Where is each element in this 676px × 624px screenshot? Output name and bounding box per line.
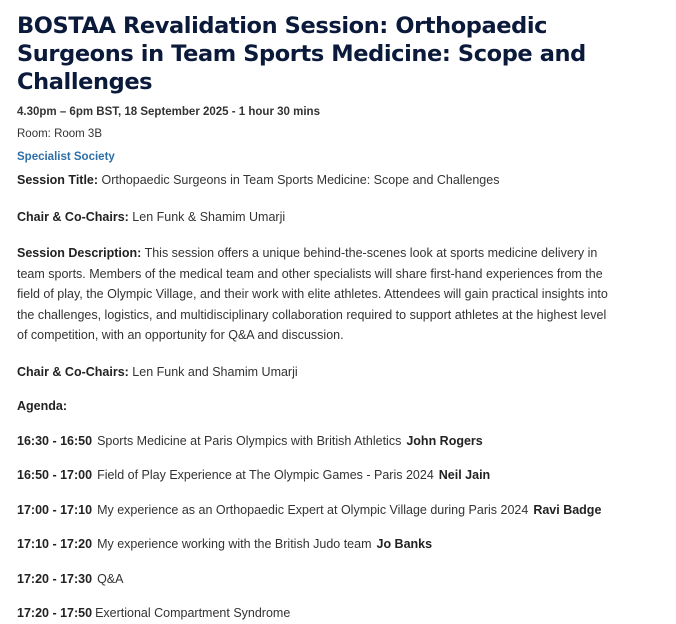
agenda-time: 17:20 - 17:50 xyxy=(17,606,93,620)
session-title-value: Orthopaedic Surgeons in Team Sports Medicine: Scope and Challenges xyxy=(98,173,500,187)
description-text: This session offers a unique behind-the-scenes look at sports medicine delivery in team sports. Members of the medical team and other specialists will share first-hand experiences from the field of play, the Olympic Village, and their work with elite athletes. Attendees will gain practical insights into the challenges, logistics, and multidisciplinary collaboration required to support athletes at the highest level of competition, with an opportunity for Q&A and discussion. xyxy=(17,246,608,342)
agenda-speaker: Jo Banks xyxy=(376,537,433,551)
description-label: Session Description: xyxy=(17,246,142,260)
session-room: Room: Room 3B xyxy=(17,128,103,140)
agenda-item xyxy=(17,500,676,521)
session-heading: BOSTAA Revalidation Session: Orthopaedic Surgeons in Team Sports Medicine: Scope and Challenges xyxy=(17,13,586,95)
specialist-society-link[interactable]: Specialist Society xyxy=(17,151,115,163)
session-title-row xyxy=(17,170,617,191)
agenda-speaker: Ravi Badge xyxy=(533,502,602,517)
chair-value: Len Funk & Shamim Umarji xyxy=(128,209,286,224)
session-description xyxy=(17,243,617,346)
agenda-time: 16:50 - 17:00 xyxy=(17,468,93,482)
chair-label-secondary: Chair & Co-Chairs: xyxy=(17,364,129,379)
agenda-item xyxy=(17,431,676,452)
agenda-topic: My experience working with the British Judo team xyxy=(97,537,372,551)
agenda-topic: Exertional Compartment Syndrome xyxy=(95,606,291,620)
agenda-item xyxy=(17,534,676,555)
agenda-topic: Sports Medicine at Paris Olympics with British Athletics xyxy=(97,433,402,448)
agenda-time: 17:00 - 17:10 xyxy=(17,502,93,517)
session-title-label: Session Title: xyxy=(17,173,99,187)
chair-row xyxy=(17,207,617,228)
agenda-list xyxy=(17,431,676,624)
agenda-label: Agenda: xyxy=(17,399,67,413)
agenda-time: 17:10 - 17:20 xyxy=(17,537,93,551)
agenda-item xyxy=(17,569,676,590)
agenda-time: 16:30 - 16:50 xyxy=(17,433,93,448)
agenda-speaker: Neil Jain xyxy=(438,468,491,482)
chair-label: Chair & Co-Chairs: xyxy=(17,209,129,224)
agenda-item xyxy=(17,465,676,486)
agenda-heading xyxy=(17,396,617,417)
agenda-time: 17:20 - 17:30 xyxy=(17,571,93,586)
agenda-topic: My experience as an Orthopaedic Expert at Olympic Village during Paris 2024 xyxy=(97,502,529,517)
agenda-topic: Field of Play Experience at The Olympic Games - Paris 2024 xyxy=(97,468,434,482)
agenda-speaker: John Rogers xyxy=(406,433,483,448)
session-time: 4.30pm – 6pm BST, 18 September 2025 - 1 hour 30 mins xyxy=(17,106,320,118)
chair-row-secondary xyxy=(17,362,617,383)
agenda-topic: Q&A xyxy=(97,571,124,586)
chair-value-secondary: Len Funk and Shamim Umarji xyxy=(128,364,298,379)
agenda-item xyxy=(17,603,676,624)
